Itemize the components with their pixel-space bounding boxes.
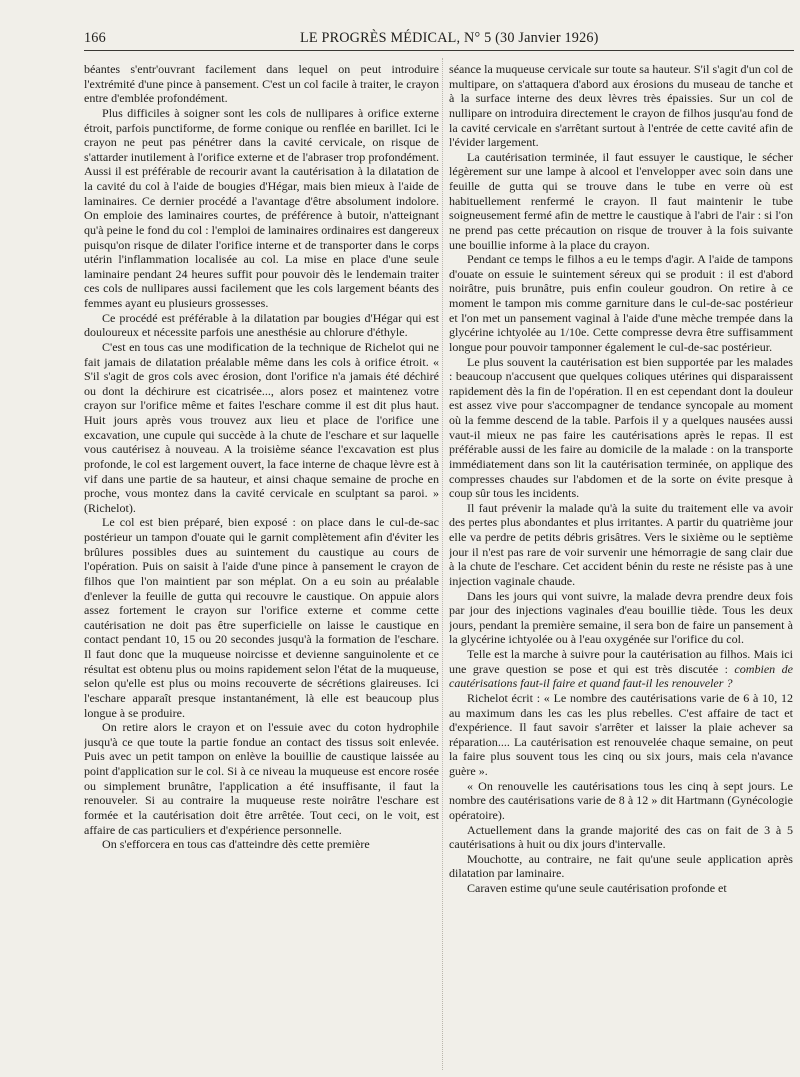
header-rule [84,50,794,51]
page-number: 166 [84,30,106,46]
paragraph: Ce procédé est préférable à la dilatation par bougies d'Hégar qui est douloureux et nécessite parfois une anesthésie au chlorure d'éthyle. [84,310,439,340]
paragraph: Il faut prévenir la malade qu'à la suite du traitement elle va avoir des pertes plus abondantes et plus irritantes. A partir du quatrième jour elle va perdre de petits débris grisâtres. Vers le sixième ou le septième jour il n'est pas rare de voir survenir une hémorragie de sang clair due à la chute de l'eschare. Cet accident bénin du reste ne résiste pas à une injection vaginale chaude. [449,500,793,588]
paragraph [449,647,793,691]
paragraph: béantes s'entr'ouvrant facilement dans lequel on peut introduire l'extrémité d'une pince à pansement. C'est un col facile à traiter, le crayon entre d'emblée profondément. [84,62,439,106]
paragraph: Le col est bien préparé, bien exposé : on place dans le cul-de-sac postérieur un tampon d'ouate qui le garnit complètement afin d'éviter les brûlures possibles dues au suintement du caustique au cours de l'opération. Puis on saisit à l'aide d'une pince à pansement le crayon de filhos que l'on maintient par son méplat. On a eu soin au préalable d'enlever la feuille de gutta qui recouvre le caustique. On appuie alors assez fortement le crayon sur l'orifice externe et comme cette cautérisation ne doit pas être superficielle on laisse le caustique en contact pendant 10, 15 ou 20 secondes jusqu'à la formation de l'eschare. Il faut donc que la muqueuse noircisse et devienne sanguinolente et ce résultat est obtenu plus ou moins rapidement selon l'état de la muqueuse, selon qu'elle est plus ou moins recouverte de sécrétions glaireuses. Ici l'eschare apparaît presque instantanément, là elle est beaucoup plus longue à se produire. [84,515,439,720]
paragraph: Caraven estime qu'une seule cautérisation profonde et [467,881,727,895]
right-column [449,62,793,1072]
paragraph: Pendant ce temps le filhos a eu le temps d'agir. A l'aide de tampons d'ouate on essuie le suintement séreux qui se produit : il est d'abord noirâtre, puis brunâtre, puis enfin couleur goudron. On retire à ce moment le tampon mis comme garniture dans le cul-de-sac postérieur et l'on met un pansement vaginal à l'aide d'une mèche trempée dans la glycérine ichtyolée au 1/10e. Cette compresse devra être suffisamment longue pour pouvoir tamponner également le cul-de-sac postérieur. [449,252,793,354]
paragraph: « On renouvelle les cautérisations tous les cinq à sept jours. Le nombre des cautérisations varie de 8 à 12 » dit Hartmann (Gynécologie opératoire). [449,778,793,822]
paragraph: On s'efforcera en tous cas d'atteindre dès cette première [102,837,370,852]
left-column [84,62,439,1072]
paragraph: C'est en tous cas une modification de la technique de Richelot qui ne fait jamais de dilatation préalable même dans les cols à orifice étroit. « S'il s'agit de gros cols avec érosion, dont l'orifice n'a jamais été déchiré ou dont la déchirure est cicatrisée..., alors posez et maintenez votre crayon sur l'orifice même et faites l'eschare comme il est dit plus haut. Huit jours après vous trouvez aux lieu et place de l'orifice une excavation, une cupule qui succède à la chute de l'eschare et sur laquelle vous cautérisez à nouveau. A la troisième séance l'excavation est plus profonde, le col est largement ouvert, la face interne de chaque lèvre est à vif dans une partie de sa hauteur, et ainsi chaque semaine de proche en proche, vous montez dans la cavité cervicale en sculptant sa paroi. » (Richelot). [84,339,439,515]
paragraph: Plus difficiles à soigner sont les cols de nullipares à orifice externe étroit, parfois punctiforme, de forme conique ou renflée en barillet. Ici le crayon ne peut pas pénétrer dans la cavité cervicale, on risque de s'attarder inutilement à l'orifice externe et de l'abraser trop profondément. Aussi il est préférable de recourir avant la cautérisation à la dilatation de la cavité du col à l'aide de bougies d'Hégar, mais bien mieux à l'aide de laminaires. Ce dernier procédé a l'avantage d'être absolument indolore. On emploie des laminaires courtes, de préférence à butoir, n'atteignant qu'à peine le fond du col : l'emploi de laminaires ordinaires est dangereux puisqu'on risque de dilater l'orifice interne et de transporter dans le corps utérin l'inflammation localisée au col. La mise en place d'une seule laminaire pendant 24 heures suffit pour pouvoir dès le lendemain traiter ces cols de nullipares aussi facilement que les cols largement béants des femmes ayant eu plusieurs grossesses. [84,105,439,310]
paragraph: Mouchotte, au contraire, ne fait qu'une seule application après dilatation par laminaire. [449,851,793,881]
paragraph: Richelot écrit : « Le nombre des cautérisations varie de 6 à 10, 12 au maximum dans les cas les plus rebelles. C'est affaire de tact et d'expérience. Il faut savoir s'arrêter et laisser la plaie achever sa réparation.... La cautérisation est renouvelée chaque semaine, on peut la faire plus souvent tous les cinq ou six jours, mais cela n'avance guère ». [449,690,793,778]
paragraph: On retire alors le crayon et on l'essuie avec du coton hydrophile jusqu'à ce que toute la partie fondue an contact des tissus soit enlevée. Puis avec un petit tampon on enlève la bouillie de caustique laissée au point d'application sur le col. Si à ce niveau la muqueuse est encore rosée ou simplement brunâtre, l'application a été insuffisante, il faut la renouveler. Si au contraire la muqueuse reste noirâtre l'eschare est formée et la cautérisation doit être arrêtée. Tout ceci, on le voit, est affaire de cas particuliers et d'expérience personnelle. [84,720,439,837]
page-header [84,30,798,48]
running-title: LE PROGRÈS MÉDICAL, N° 5 (30 Janvier 1926) [300,30,599,46]
paragraph: Le plus souvent la cautérisation est bien supportée par les malades : beaucoup n'accusent que quelques coliques utérines qui disparaissent rapidement dès la fin de l'opération. Il en est cependant dont la douleur est assez vive pour s'accompagner de tendance syncopale au moment où la femme descend de la table. Parfois il y a quelques nausées aussi vaut-il mieux ne pas faire les cautérisations après le repas. Il est préférable aussi de les faire au domicile de la malade : on la transporte immédiatement dans son lit la cautérisation terminée, on applique des compresses chaudes sur l'abdomen et de la sorte on évite presque à coup sûr tous les incidents. [449,354,793,501]
column-divider [442,58,443,1070]
paragraph: Actuellement dans la grande majorité des cas on fait de 3 à 5 cautérisations à huit ou dix jours d'intervalle. [449,822,793,852]
question-italic: combien de cautérisations faut-il faire et quand faut-il les renouveler ? [449,661,793,691]
paragraph: séance la muqueuse cervicale sur toute sa hauteur. S'il s'agit d'un col de multipare, on s'attaquera d'abord aux érosions du museau de tanche et à la surface interne des deux lèvres très épaissies. Sur un col de nullipare on introduira directement le crayon de filhos jusqu'au fond de la cavité cervicale en s'arrêtant surtout à l'entrée de cette cavité afin de l'évider largement. [449,62,793,150]
paragraph: Dans les jours qui vont suivre, la malade devra prendre deux fois par jour des injections vaginales d'eau bouillie tiède. Tous les deux jours, pendant la première semaine, il sera bon de faire un pansement à la glycérine ichtyolée ou à l'eau oxygénée sur l'orifice du col. [449,588,793,647]
paragraph: La cautérisation terminée, il faut essuyer le caustique, le sécher légèrement sur une lampe à alcool et l'envelopper avec soin dans une feuille de gutta qui se trouve dans le tube en verre où est habituellement renfermé le crayon. Il faut maintenir le tube soigneusement fermé afin de mettre le caustique à l'abri de l'air : si l'on ne prend pas cette précaution on risque de trouver à la fois suivante une bouillie informe à la place du crayon. [449,149,793,252]
question-lead: Telle est la marche à suivre pour la cautérisation au filhos. Mais ici une grave question se pose et qui est très discutée : [449,647,793,676]
